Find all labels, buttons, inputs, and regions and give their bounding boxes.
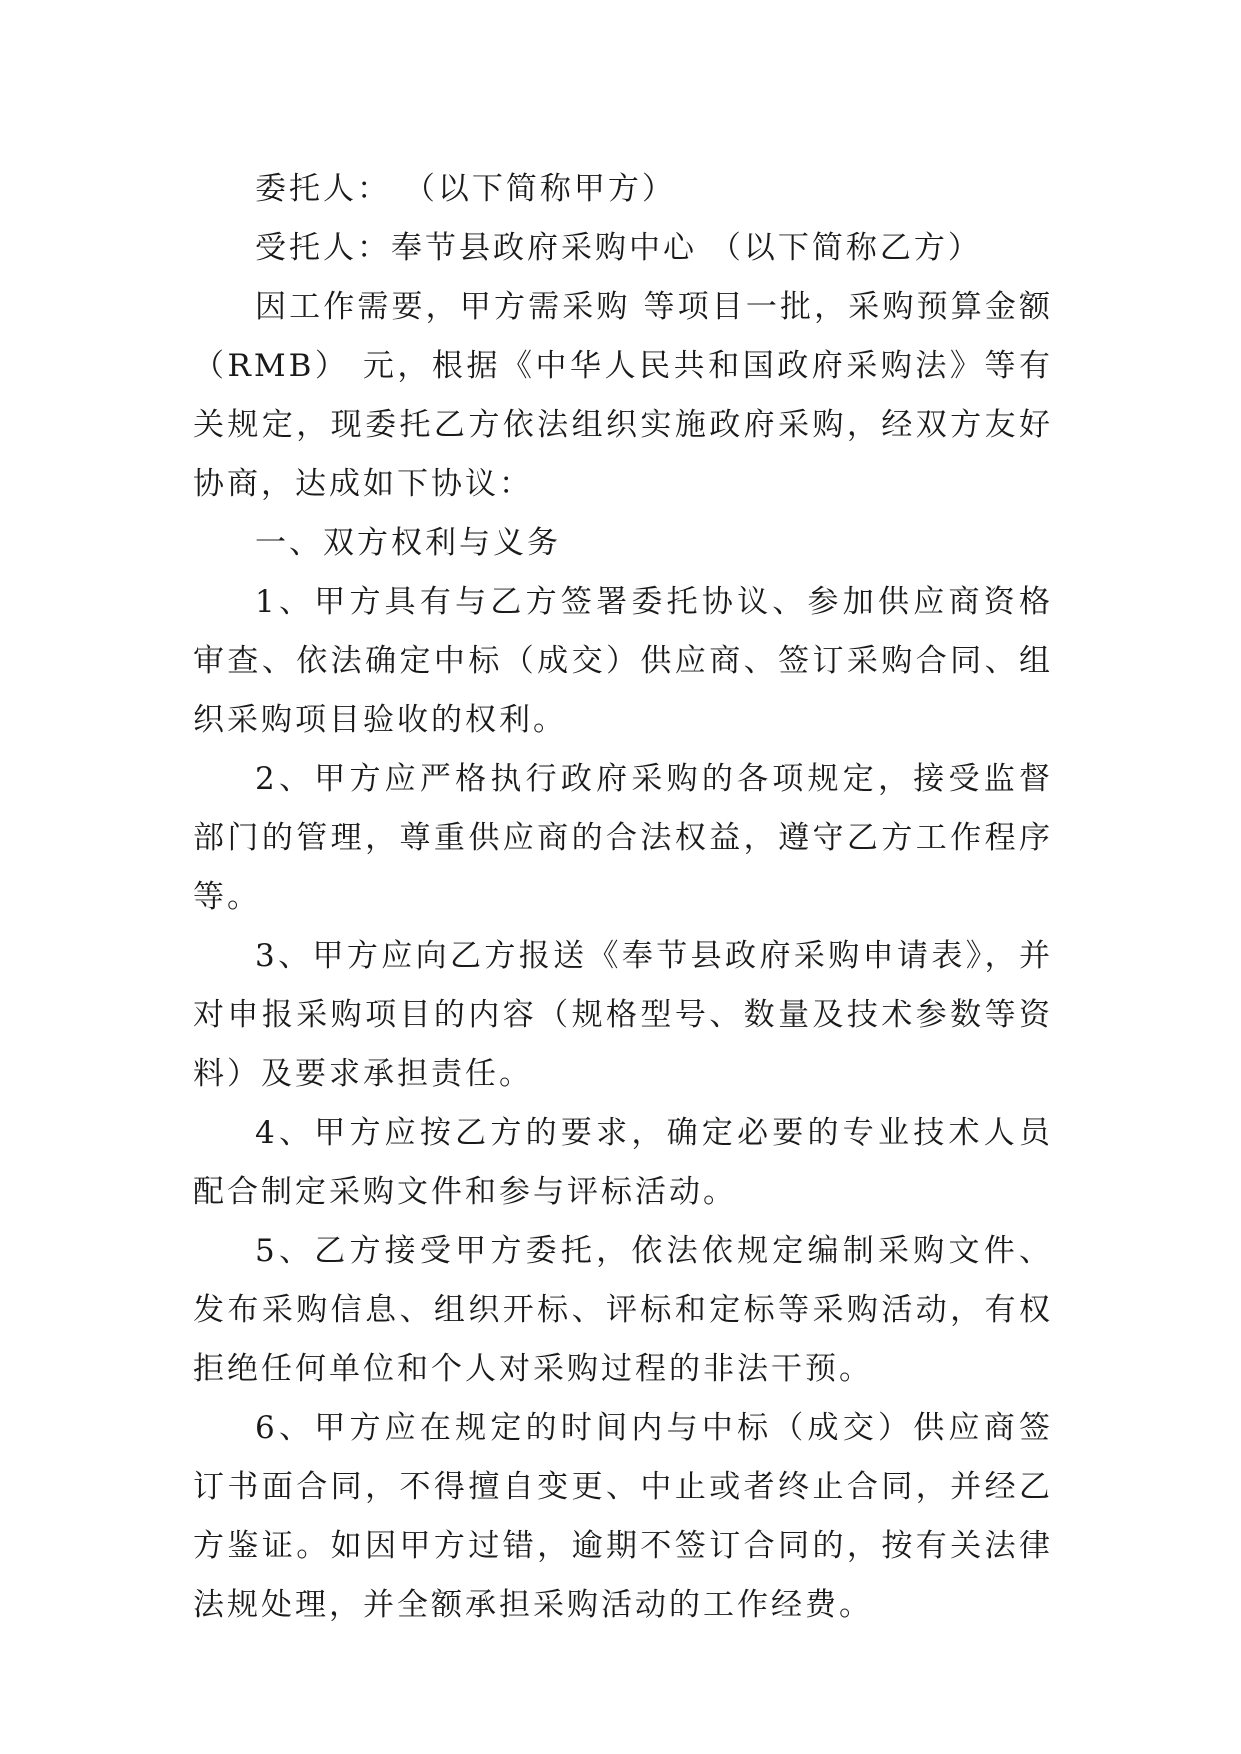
- clause-6: 6、甲方应在规定的时间内与中标（成交）供应商签订书面合同，不得擅自变更、中止或者终止合同，并经乙方鉴证。如因甲方过错，逾期不签订合同的，按有关法律法规处理，并全额承担采购活动的工作经费。: [193, 1410, 1053, 1623]
- clause-2: 2、甲方应严格执行政府采购的各项规定，接受监督部门的管理，尊重供应商的合法权益，遵守乙方工作程序等。: [193, 761, 1053, 915]
- clause-5: 5、乙方接受甲方委托，依法依规定编制采购文件、发布采购信息、组织开标、评标和定标等采购活动，有权拒绝任何单位和个人对采购过程的非法干预。: [193, 1233, 1053, 1387]
- section-heading: 一、双方权利与义务: [255, 525, 561, 561]
- clause-1: 1、甲方具有与乙方签署委托协议、参加供应商资格审查、依法确定中标（成交）供应商、签订采购合同、组织采购项目验收的权利。: [193, 584, 1053, 738]
- clause-4: 4、甲方应按乙方的要求，确定必要的专业技术人员配合制定采购文件和参与评标活动。: [193, 1115, 1053, 1210]
- trustee-line: 受托人：奉节县政府采购中心 （以下简称乙方）: [255, 230, 982, 266]
- document-body: [193, 160, 1053, 1635]
- clause-3: 3、甲方应向乙方报送《奉节县政府采购申请表》，并对申报采购项目的内容（规格型号、数量及技术参数等资料）及要求承担责任。: [193, 938, 1053, 1092]
- preamble-paragraph: 因工作需要，甲方需采购 等项目一批，采购预算金额（RMB） 元，根据《中华人民共和国政府采购法》等有关规定，现委托乙方依法组织实施政府采购，经双方友好协商，达成如下协议：: [193, 289, 1053, 502]
- client-line: 委托人： （以下简称甲方）: [255, 171, 676, 207]
